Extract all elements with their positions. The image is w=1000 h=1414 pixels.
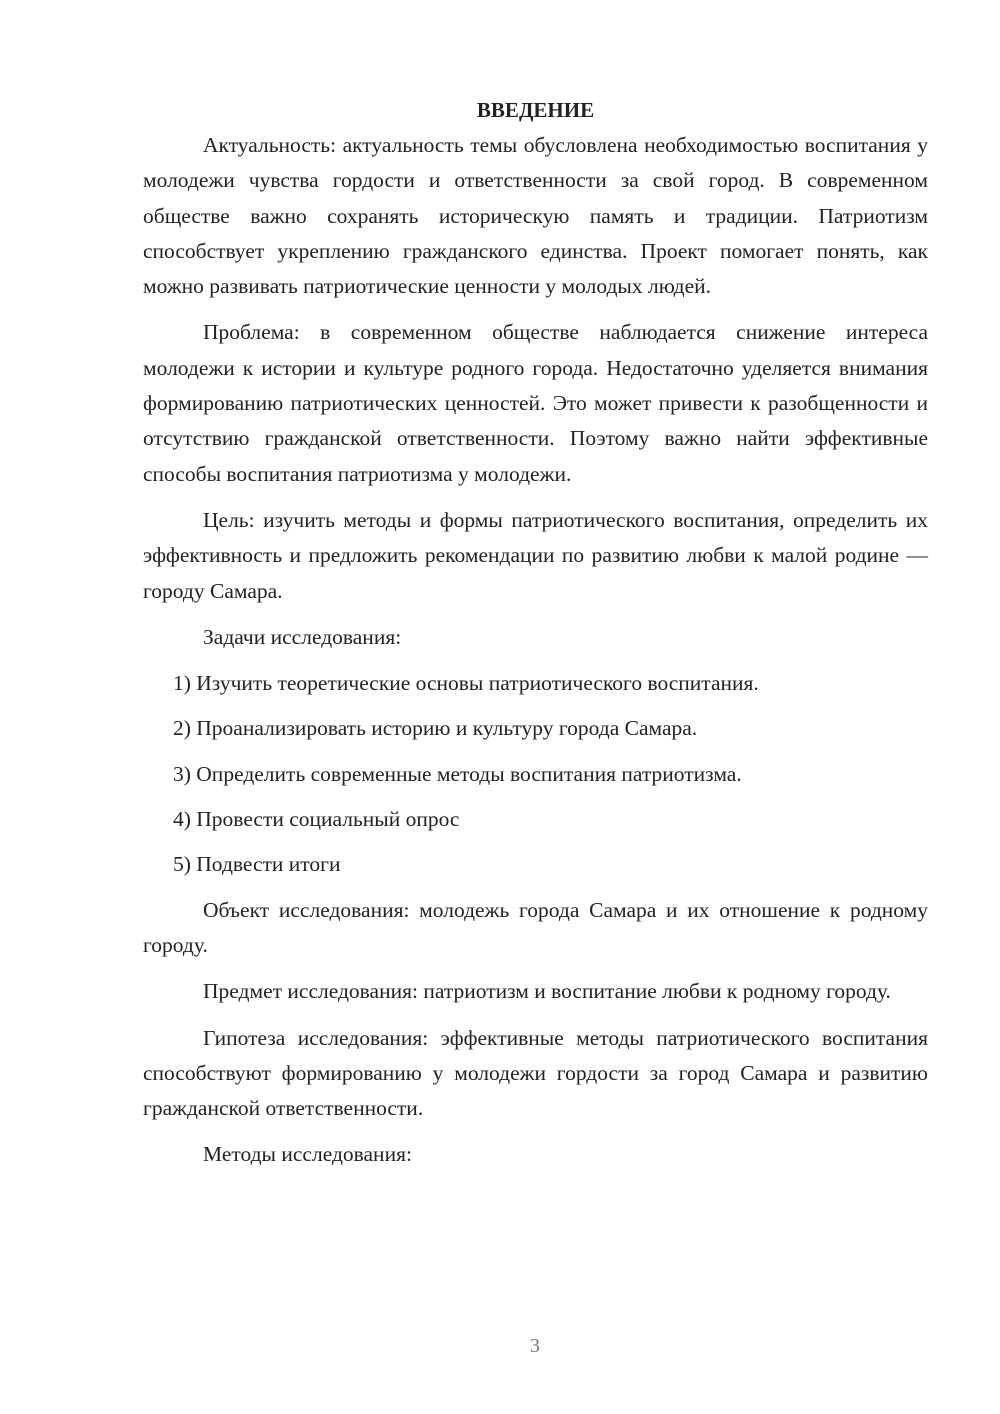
object-paragraph: Объект исследования: молодежь города Самара и их отношение к родному городу.: [143, 897, 928, 957]
list-item: 3) Определить современные методы воспитания патриотизма.: [173, 761, 742, 786]
relevance-paragraph: Актуальность: актуальность темы обусловлена необходимостью воспитания у молодежи чувства гордости и ответственности за свой город. В современном обществе важно сохранять историческую память и традиции. Патриотизм способствует укреплению гражданского единства. Проект помогает понять, как можно развивать патриотические ценности у молодых людей.: [143, 133, 928, 299]
goal-paragraph: Цель: изучить методы и формы патриотического воспитания, определить их эффективность и предложить рекомендации по развитию любви к малой родине — городу Самара.: [143, 507, 928, 603]
problem-paragraph: Проблема: в современном обществе наблюдается снижение интереса молодежи к истории и культуре родного города. Недостаточно уделяется внимания формированию патриотических ценностей. Это может привести к разобщенности и отсутствию гражданской ответственности. Поэтому важно найти эффективные способы воспитания патриотизма у молодежи.: [143, 320, 928, 486]
list-item: 4) Провести социальный опрос: [173, 807, 460, 832]
subject-paragraph: Предмет исследования: патриотизм и воспитание любви к родному городу.: [203, 979, 891, 1004]
hypothesis-paragraph: Гипотеза исследования: эффективные методы патриотического воспитания способствуют формированию у молодежи гордости за город Самара и развитию гражданской ответственности.: [143, 1025, 928, 1121]
tasks-list: [143, 666, 928, 882]
methods-title: Методы исследования:: [203, 1142, 412, 1167]
list-item: 5) Подвести итоги: [173, 852, 341, 877]
list-item: 2) Проанализировать историю и культуру города Самара.: [173, 716, 698, 741]
page-number: 3: [530, 1335, 540, 1357]
tasks-title: Задачи исследования:: [203, 624, 402, 649]
document-page: [143, 94, 928, 1184]
page-title: ВВЕДЕНИЕ: [476, 98, 595, 122]
list-item: 1) Изучить теоретические основы патриотического воспитания.: [173, 671, 759, 696]
